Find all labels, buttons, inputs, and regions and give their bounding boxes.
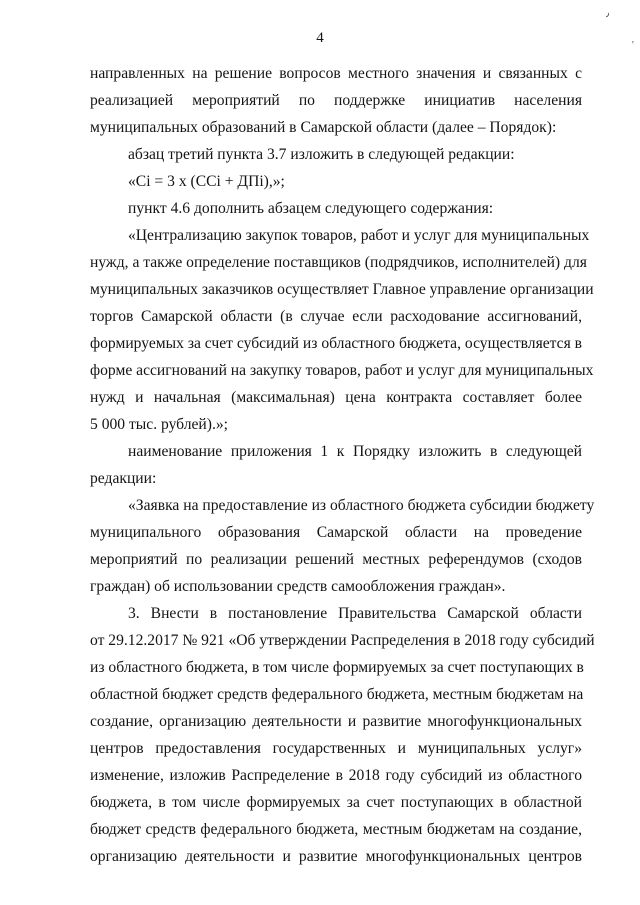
text-line: из областного бюджета, в том числе формируемых за счет поступающих в	[90, 659, 584, 676]
text-line: бюджета, в том числе формируемых за счет поступающих в областной	[90, 794, 582, 811]
text-line: редакции:	[90, 470, 157, 487]
text-line: «Ci = 3 x (CCi + ДПi),»;	[128, 173, 285, 190]
text-line: формируемых за счет субсидий из областного бюджета, осуществляется в	[90, 335, 583, 352]
text-line: пункт 4.6 дополнить абзацем следующего содержания:	[128, 200, 494, 217]
text-line: от 29.12.2017 № 921 «Об утверждении Распределения в 2018 году субсидий	[90, 632, 595, 649]
text-line: наименование приложения 1 к Порядку изложить в следующей	[128, 443, 582, 460]
text-line: нужд и начальная (максимальная) цена контракта составляет более	[90, 389, 582, 406]
text-line: организацию деятельности и развитие многофункциональных центров	[90, 848, 582, 865]
text-line: «Централизацию закупок товаров, работ и услуг для муниципальных	[128, 227, 590, 244]
text-line: реализацией мероприятий по поддержке инициатив населения	[90, 92, 582, 109]
text-line: граждан) об использовании средств самообложения граждан».	[90, 578, 506, 595]
text-line: областной бюджет средств федерального бюджета, местным бюджетам на	[90, 686, 584, 703]
text-line: изменение, изложив Распределение в 2018 году субсидий из областного	[90, 767, 582, 784]
text-line: 5 000 тыс. рублей).»;	[90, 416, 228, 433]
text-line: создание, организацию деятельности и развитие многофункциональных	[90, 713, 582, 730]
text-line: 3. Внести в постановление Правительства Самарской области	[128, 605, 582, 622]
text-line: центров предоставления государственных и муниципальных услуг»	[90, 740, 582, 757]
corner-mark: ٫	[606, 8, 610, 19]
text-line: торгов Самарской области (в случае если расходование ассигнований,	[90, 308, 582, 325]
text-line: нужд, а также определение поставщиков (подрядчиков, исполнителей) для	[90, 254, 587, 271]
text-line: муниципальных образований в Самарской области (далее – Порядок):	[90, 119, 557, 136]
edge-mark: '	[632, 40, 634, 51]
text-line: форме ассигнований на закупку товаров, работ и услуг для муниципальных	[90, 362, 594, 379]
page-number: 4	[316, 30, 324, 46]
text-line: муниципального образования Самарской области на проведение	[90, 524, 582, 541]
text-line: мероприятий по реализации решений местных референдумов (сходов	[90, 551, 582, 568]
text-line: абзац третий пункта 3.7 изложить в следующей редакции:	[128, 146, 515, 163]
document-body	[90, 60, 595, 870]
text-line: бюджет средств федерального бюджета, местным бюджетам на создание,	[90, 821, 582, 838]
text-line: муниципальных заказчиков осуществляет Главное управление организации	[90, 281, 594, 298]
text-line: направленных на решение вопросов местного значения и связанных с	[90, 65, 582, 82]
text-line: «Заявка на предоставление из областного бюджета субсидии бюджету	[128, 497, 595, 514]
